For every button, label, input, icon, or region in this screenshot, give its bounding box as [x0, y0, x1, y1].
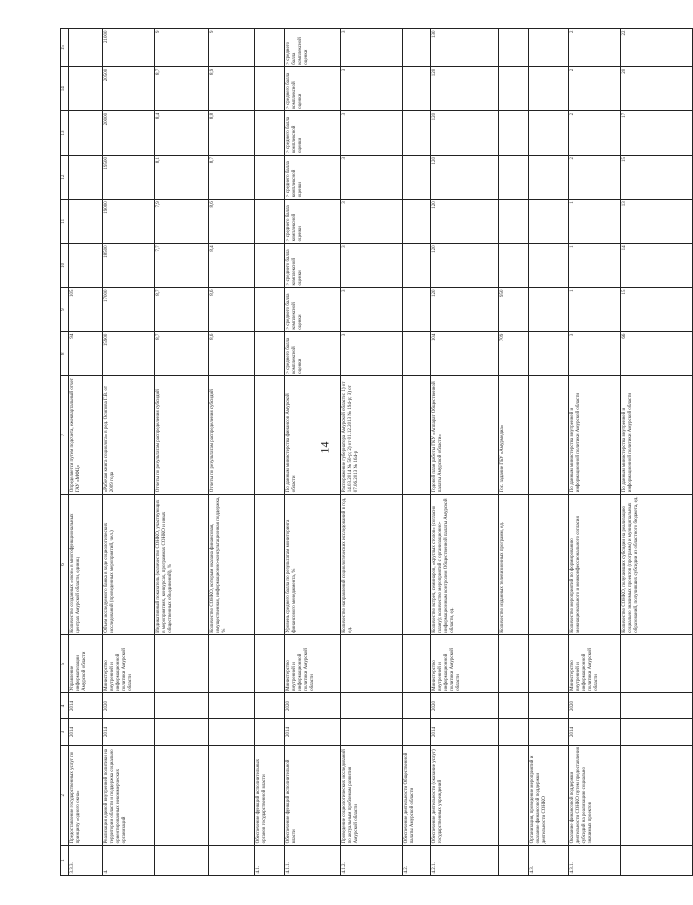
table-cell: 104: [431, 332, 499, 376]
table-cell: Определяется путем подсчета, ежеквартальный отчет ГАУ «МФЦ»: [69, 376, 103, 494]
table-cell: 8,4: [155, 111, 209, 155]
table-cell: [499, 199, 529, 243]
column-number-5: 5: [61, 635, 69, 693]
table-row: [155, 29, 209, 876]
table-cell: По данным министерства финансов Амурской области: [285, 376, 341, 494]
table-cell: [529, 29, 569, 67]
table-cell: 4.3.: [529, 845, 569, 875]
table-cell: [155, 635, 209, 693]
table-cell: Реализация единой внутренней политики на территории области и поддержка социально ориентированных некоммерческих организаций: [103, 745, 155, 845]
table-cell: 2: [569, 67, 621, 111]
table-cell: [255, 719, 285, 745]
table-cell: 3.3.3.: [69, 845, 103, 875]
table-cell: > среднего балла комплексной оценки: [285, 29, 341, 67]
table-cell: 3: [341, 288, 403, 332]
table-cell: [529, 376, 569, 494]
table-cell: [529, 332, 569, 376]
table-cell: 4.3.1.: [569, 845, 621, 875]
table-cell: [499, 745, 529, 845]
table-cell: [255, 67, 285, 111]
table-cell: [499, 111, 529, 155]
table-cell: [403, 332, 431, 376]
table-cell: [155, 719, 209, 745]
table-row: [569, 29, 621, 876]
table-cell: 8,1: [155, 155, 209, 199]
table-cell: 21000: [103, 29, 155, 67]
table-cell: 2014: [103, 719, 155, 745]
column-number-2: 2: [61, 745, 69, 845]
table-cell: 17: [621, 111, 693, 155]
table-cell: 20500: [103, 67, 155, 111]
table-cell: > среднего балла комплексной оценки: [285, 155, 341, 199]
table-cell: [499, 845, 529, 875]
table-cell: 94: [69, 332, 103, 376]
table-cell: [621, 745, 693, 845]
table-cell: [403, 288, 431, 332]
table-cell: 15900: [103, 332, 155, 376]
table-cell: [255, 111, 285, 155]
column-number-14: 14: [61, 67, 69, 111]
table-cell: 120: [431, 155, 499, 199]
table-cell: [341, 635, 403, 693]
table-cell: [621, 719, 693, 745]
table-cell: 3: [341, 67, 403, 111]
table-cell: 4.2.1.: [431, 845, 499, 875]
table-cell: [255, 693, 285, 719]
table-cell: Обеспечение функций исполнительной власти: [285, 745, 341, 845]
column-number-4: 4: [61, 693, 69, 719]
column-number-1: 1: [61, 845, 69, 875]
column-number-13: 13: [61, 111, 69, 155]
table-cell: 15: [621, 155, 693, 199]
table-cell: [529, 111, 569, 155]
table-cell: [155, 693, 209, 719]
table-cell: 15: [621, 288, 693, 332]
table-cell: Количество СОНКО, которым оказана финансовая, имущественная, информационно-консультационная поддержка, %: [209, 494, 255, 634]
table-cell: [529, 67, 569, 111]
table-cell: 7,9: [155, 199, 209, 243]
table-row: [621, 29, 693, 876]
table-cell: 8,7: [155, 332, 209, 376]
column-number-7: 7: [61, 376, 69, 494]
table-cell: 1: [569, 243, 621, 287]
table-cell: 8,6: [209, 199, 255, 243]
table-cell: [341, 719, 403, 745]
table-cell: 3: [341, 29, 403, 67]
table-cell: 66: [621, 332, 693, 376]
table-cell: 120: [431, 288, 499, 332]
table-cell: [499, 155, 529, 199]
table-cell: 2: [569, 155, 621, 199]
table-cell: [403, 243, 431, 287]
table-cell: 3: [569, 332, 621, 376]
table-cell: [255, 376, 285, 494]
table-cell: 8,7: [155, 67, 209, 111]
table-cell: 8,7: [209, 155, 255, 199]
column-number-12: 12: [61, 155, 69, 199]
table-cell: 8,6: [209, 332, 255, 376]
table-cell: 2: [569, 29, 621, 67]
table-cell: 950: [499, 288, 529, 332]
table-row: [403, 29, 431, 876]
table-cell: [69, 29, 103, 67]
column-number-3: 3: [61, 719, 69, 745]
column-number-row: [61, 29, 69, 876]
table-cell: 120: [431, 243, 499, 287]
table-cell: [209, 845, 255, 875]
table-cell: 1: [569, 288, 621, 332]
table-cell: [403, 29, 431, 67]
table-cell: [621, 635, 693, 693]
table-cell: [209, 745, 255, 845]
table-cell: 14: [621, 243, 693, 287]
table-cell: [255, 155, 285, 199]
table-cell: [403, 719, 431, 745]
table-cell: [341, 693, 403, 719]
table-cell: 105: [69, 288, 103, 332]
table-cell: 9: [209, 29, 255, 67]
table-cell: [499, 67, 529, 111]
table-cell: 19500: [103, 155, 155, 199]
table-cell: 2020: [103, 693, 155, 719]
table-cell: [69, 199, 103, 243]
table-cell: Годовой план работы ГКУ «Аппарат Общественной палаты Амурской области»: [431, 376, 499, 494]
table-cell: 20: [621, 67, 693, 111]
table-cell: 1: [569, 199, 621, 243]
table-cell: [499, 693, 529, 719]
table-cell: 9: [155, 29, 209, 67]
table-cell: Министерство внутренней и информационной политики Амурской области: [431, 635, 499, 693]
table-cell: 2014: [285, 719, 341, 745]
table-cell: По данным министерства внутренней и информационной политики Амурской области: [569, 376, 621, 494]
table-cell: 2014: [569, 719, 621, 745]
table-cell: 2014: [431, 719, 499, 745]
table-cell: [255, 29, 285, 67]
table-cell: 8,8: [209, 111, 255, 155]
table-cell: [155, 745, 209, 845]
table-cell: [621, 845, 693, 875]
table-cell: Распоряжение губернатора Амурской области: 1) от 14.03.2014 № 50-р; 2) от 01.12.2013 № 194-р; 3) от 07.06.2013 № 164-р: [341, 376, 403, 494]
table-cell: 22: [621, 29, 693, 67]
table-cell: [403, 199, 431, 243]
table-cell: [255, 494, 285, 634]
table-cell: 2020: [285, 693, 341, 719]
table-cell: По данным министерства внутренней и информационной политики Амурской области: [621, 376, 693, 494]
column-number-11: 11: [61, 199, 69, 243]
table-cell: Проведение социологических исследований по актуальным проблемам развития Амурской области: [341, 745, 403, 845]
table-cell: [529, 635, 569, 693]
table-cell: 4.2.: [403, 845, 431, 875]
column-number-15: 15: [61, 29, 69, 67]
table-cell: 120: [431, 199, 499, 243]
table-cell: Индикативный показатель (количество СОНКО, участвующих в мероприятиях, конкурсах, программах СОНКО и иных общественных объединений), %: [155, 494, 209, 634]
table-cell: Уровень среднего балла по результатам мониторинга финансового менеджмента, %: [285, 494, 341, 634]
table-row: [209, 29, 255, 876]
table-cell: [255, 332, 285, 376]
table-cell: [69, 243, 103, 287]
table-cell: 2014: [69, 719, 103, 745]
table-cell: 4.: [103, 845, 155, 875]
table-cell: 120: [431, 111, 499, 155]
table-cell: 3: [341, 155, 403, 199]
table-cell: [403, 635, 431, 693]
table-cell: Объем исследуемого банка в ходе социологических исследований (проведенных мероприятий, чел.): [103, 494, 155, 634]
table-cell: 2014: [69, 693, 103, 719]
table-cell: 2: [569, 111, 621, 155]
page-number: 14: [317, 441, 332, 454]
rotated-table-container: [60, 28, 639, 876]
table-row: [431, 29, 499, 876]
table-row: [285, 29, 341, 876]
table-cell: [403, 155, 431, 199]
table-cell: 19000: [103, 199, 155, 243]
table-cell: Обеспечение функций исполнительных органов государственной власти: [255, 745, 285, 845]
table-cell: 20000: [103, 111, 155, 155]
table-cell: Организация, проведение мероприятий и оказание финансовой поддержки деятельности СОНКО: [529, 745, 569, 845]
table-cell: Предоставление государственных услуг по принципу «одного окна»: [69, 745, 103, 845]
table-row: [255, 29, 285, 876]
table-cell: [255, 199, 285, 243]
table-cell: [155, 845, 209, 875]
table-cell: 4.1.2.: [341, 845, 403, 875]
table-cell: Гос. задание ГБУ «Амурмедиа»: [499, 376, 529, 494]
table-cell: Оказание финансовой поддержки деятельности СОНКО путем предоставления субсидий на реализацию социально значимых проектов: [569, 745, 621, 845]
table-cell: [255, 635, 285, 693]
table-cell: 18500: [103, 243, 155, 287]
table-cell: [529, 199, 569, 243]
table-cell: > среднего балла комплексной оценки: [285, 243, 341, 287]
table-cell: [621, 693, 693, 719]
table-cell: 8,6: [209, 288, 255, 332]
table-cell: 17000: [103, 288, 155, 332]
table-cell: [499, 29, 529, 67]
table-cell: [69, 111, 103, 155]
table-cell: [209, 719, 255, 745]
table-cell: [255, 243, 285, 287]
table-row: [499, 29, 529, 876]
table-cell: [529, 719, 569, 745]
table-cell: > среднего балла комплексной оценки: [285, 111, 341, 155]
table-cell: [69, 67, 103, 111]
table-cell: Обеспечение деятельности (оказание услуг) государственных учреждений: [431, 745, 499, 845]
table-cell: 3: [341, 199, 403, 243]
table-cell: Управление информатизации Амурской области: [69, 635, 103, 693]
table-cell: [209, 635, 255, 693]
table-cell: 4.1.: [255, 845, 285, 875]
table-cell: 2020: [569, 693, 621, 719]
table-cell: Количество изданных телевизионных программ, ед.: [499, 494, 529, 634]
table-cell: [403, 111, 431, 155]
table-cell: [529, 693, 569, 719]
table-cell: [255, 288, 285, 332]
table-cell: [499, 243, 529, 287]
table-cell: [529, 288, 569, 332]
program-indicators-table: [60, 28, 693, 876]
table-cell: Количество СОНКО, получивших субсидии на реализацию социально значимых проектов (программ) и муниципальных образований, получивших субсидии из областного бюджета, ед.: [621, 494, 693, 634]
table-cell: Количество направлений социологических исследований в год, ед.: [341, 494, 403, 634]
table-cell: 4.1.1.: [285, 845, 341, 875]
table-cell: 3: [341, 243, 403, 287]
column-number-6: 6: [61, 494, 69, 634]
table-cell: [209, 693, 255, 719]
table-cell: 3: [341, 111, 403, 155]
table-cell: [69, 155, 103, 199]
table-cell: Министерство внутренней и информационной политики Амурской области: [569, 635, 621, 693]
table-row: [341, 29, 403, 876]
scanned-table-area: [60, 28, 639, 876]
table-cell: [529, 243, 569, 287]
table-cell: 7,7: [155, 243, 209, 287]
table-cell: Отчеты по результатам распределения субсидий: [155, 376, 209, 494]
column-number-10: 10: [61, 243, 69, 287]
table-row: [103, 29, 155, 876]
table-cell: 120: [431, 67, 499, 111]
table-cell: 3: [341, 332, 403, 376]
column-number-9: 9: [61, 288, 69, 332]
table-cell: Количество созданных «окон» в многофункциональных центрах Амурской области, единиц: [69, 494, 103, 634]
table-cell: 8,7: [155, 288, 209, 332]
table-cell: 8,4: [209, 243, 255, 287]
table-cell: [403, 693, 431, 719]
table-cell: Количество встреч, семинаров, «круглых столов» (согласно плану); количество мероприятий с организационно-информационным контролем Общественной палаты Амурской области, ед.: [431, 494, 499, 634]
table-row: [529, 29, 569, 876]
table-cell: [499, 635, 529, 693]
table-cell: > среднего балла комплексной оценки: [285, 199, 341, 243]
table-row: [69, 29, 103, 876]
table-cell: Количество мероприятий по формированию межнационального и межконфессионального согласия: [569, 494, 621, 634]
table-cell: 8,9: [209, 67, 255, 111]
table-cell: 130: [431, 29, 499, 67]
table-cell: [529, 494, 569, 634]
table-cell: «Рабочая книга социолога» в ред. Осипова Г.В. от 2009 года: [103, 376, 155, 494]
table-cell: [403, 494, 431, 634]
table-cell: 13: [621, 199, 693, 243]
table-cell: 2020: [431, 693, 499, 719]
table-cell: Обеспечение деятельности Общественной палаты Амурской области: [403, 745, 431, 845]
table-cell: [403, 67, 431, 111]
table-cell: Отчеты по результатам распределения субсидий: [209, 376, 255, 494]
table-cell: [499, 719, 529, 745]
table-cell: [529, 155, 569, 199]
table-cell: Министерство внутренней и информационной политики Амурской области: [103, 635, 155, 693]
table-cell: > среднего балла комплексной оценки: [285, 67, 341, 111]
column-number-8: 8: [61, 332, 69, 376]
table-cell: Министерство внутренней и информационной политики Амурской области: [285, 635, 341, 693]
table-cell: 709: [499, 332, 529, 376]
table-cell: > среднего балла комплексной оценки: [285, 332, 341, 376]
table-cell: [403, 376, 431, 494]
table-cell: > среднего балла комплексной оценки: [285, 288, 341, 332]
